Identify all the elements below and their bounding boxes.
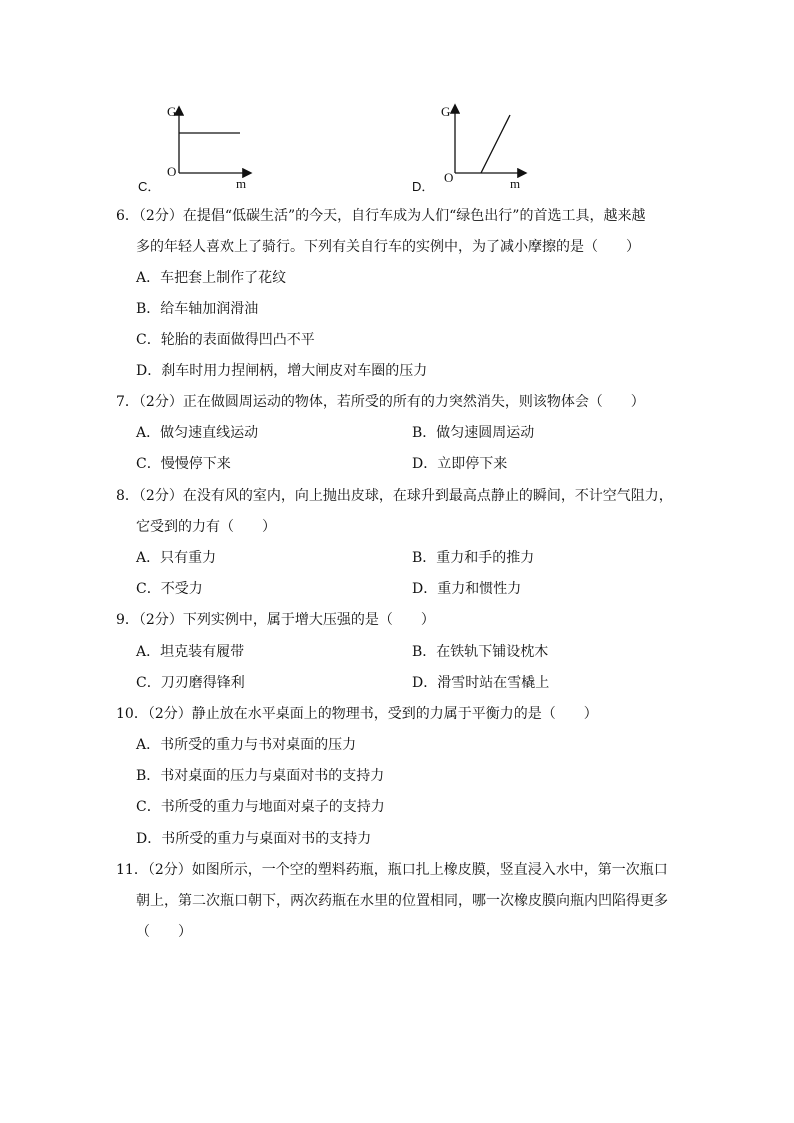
q9-option-b[interactable]: B．在铁轨下铺设枕木 [412, 644, 549, 660]
graph-d-x-label: m [510, 176, 521, 191]
q8-stem-line-1: 8．（2分）在没有风的室内，向上抛出皮球，在球升到最高点静止的瞬间，不计空气阻力， [116, 488, 673, 504]
q8-option-d[interactable]: D．重力和惯性力 [412, 581, 522, 597]
q9-option-c[interactable]: C．刀刃磨得锋利 [136, 675, 245, 691]
q9-option-d[interactable]: D．滑雪时站在雪橇上 [412, 675, 550, 691]
q7-stem-line-1: 7．（2分）正在做圆周运动的物体，若所受的所有的力突然消失，则该物体会（ ） [116, 394, 645, 410]
q9-stem-line-1: 9．（2分）下列实例中，属于增大压强的是（ ） [116, 612, 435, 628]
q6-stem-line-1: 6．（2分）在提倡“低碳生活”的今天，自行车成为人们“绿色出行”的首选工具，越来越 [116, 208, 646, 224]
q7-option-d[interactable]: D．立即停下来 [412, 456, 508, 472]
q11-stem-line-2: 朝上，第二次瓶口朝下，两次药瓶在水里的位置相同，哪一次橡皮膜向瓶内凹陷得更多 [136, 893, 668, 909]
q6-option-c[interactable]: C．轮胎的表面做得凹凸不平 [136, 332, 315, 348]
q10-stem-line-1: 10．（2分）静止放在水平桌面上的物理书，受到的力属于平衡力的是（ ） [116, 706, 598, 722]
q8-stem-line-2: 它受到的力有（ ） [136, 519, 276, 535]
q6-stem-line-2: 多的年轻人喜欢上了骑行。下列有关自行车的实例中，为了减小摩擦的是（ ） [136, 239, 640, 255]
q7-option-c[interactable]: C．慢慢停下来 [136, 456, 231, 472]
q10-option-a[interactable]: A．书所受的重力与书对桌面的压力 [136, 737, 357, 753]
q10-option-d[interactable]: D．书所受的重力与桌面对书的支持力 [136, 831, 372, 847]
q10-option-b[interactable]: B．书对桌面的压力与桌面对书的支持力 [136, 768, 385, 784]
graph-d-origin-label: O [444, 170, 454, 185]
graph-c-x-label: m [236, 176, 247, 191]
q11-stem-line-1: 11．（2分）如图所示，一个空的塑料药瓶，瓶口扎上橡皮膜，竖直浸入水中，第一次瓶口 [116, 862, 668, 878]
q9-option-a[interactable]: A．坦克装有履带 [136, 644, 245, 660]
graph-c-y-label: G [167, 104, 177, 119]
q8-option-c[interactable]: C．不受力 [136, 581, 203, 597]
graph-d-y-label: G [441, 104, 451, 119]
q6-option-d[interactable]: D．刹车时用力捏闸柄，增大闸皮对车圈的压力 [136, 363, 428, 379]
graph-c-origin-label: O [167, 164, 177, 179]
graph-d-line [481, 115, 510, 173]
graph-c [130, 100, 270, 195]
graph-c-letter: C． [138, 179, 161, 194]
q6-option-b[interactable]: B．给车轴加润滑油 [136, 301, 259, 317]
q10-option-c[interactable]: C．书所受的重力与地面对桌子的支持力 [136, 799, 385, 815]
graph-d [405, 100, 545, 195]
q8-option-b[interactable]: B．重力和手的推力 [412, 550, 535, 566]
q11-stem-line-3: （ ） [136, 924, 192, 940]
q7-option-b[interactable]: B．做匀速圆周运动 [412, 425, 535, 441]
q8-option-a[interactable]: A．只有重力 [136, 550, 217, 566]
graph-d-letter: D． [412, 179, 435, 194]
q6-option-a[interactable]: A．车把套上制作了花纹 [136, 270, 287, 286]
q7-option-a[interactable]: A．做匀速直线运动 [136, 425, 259, 441]
